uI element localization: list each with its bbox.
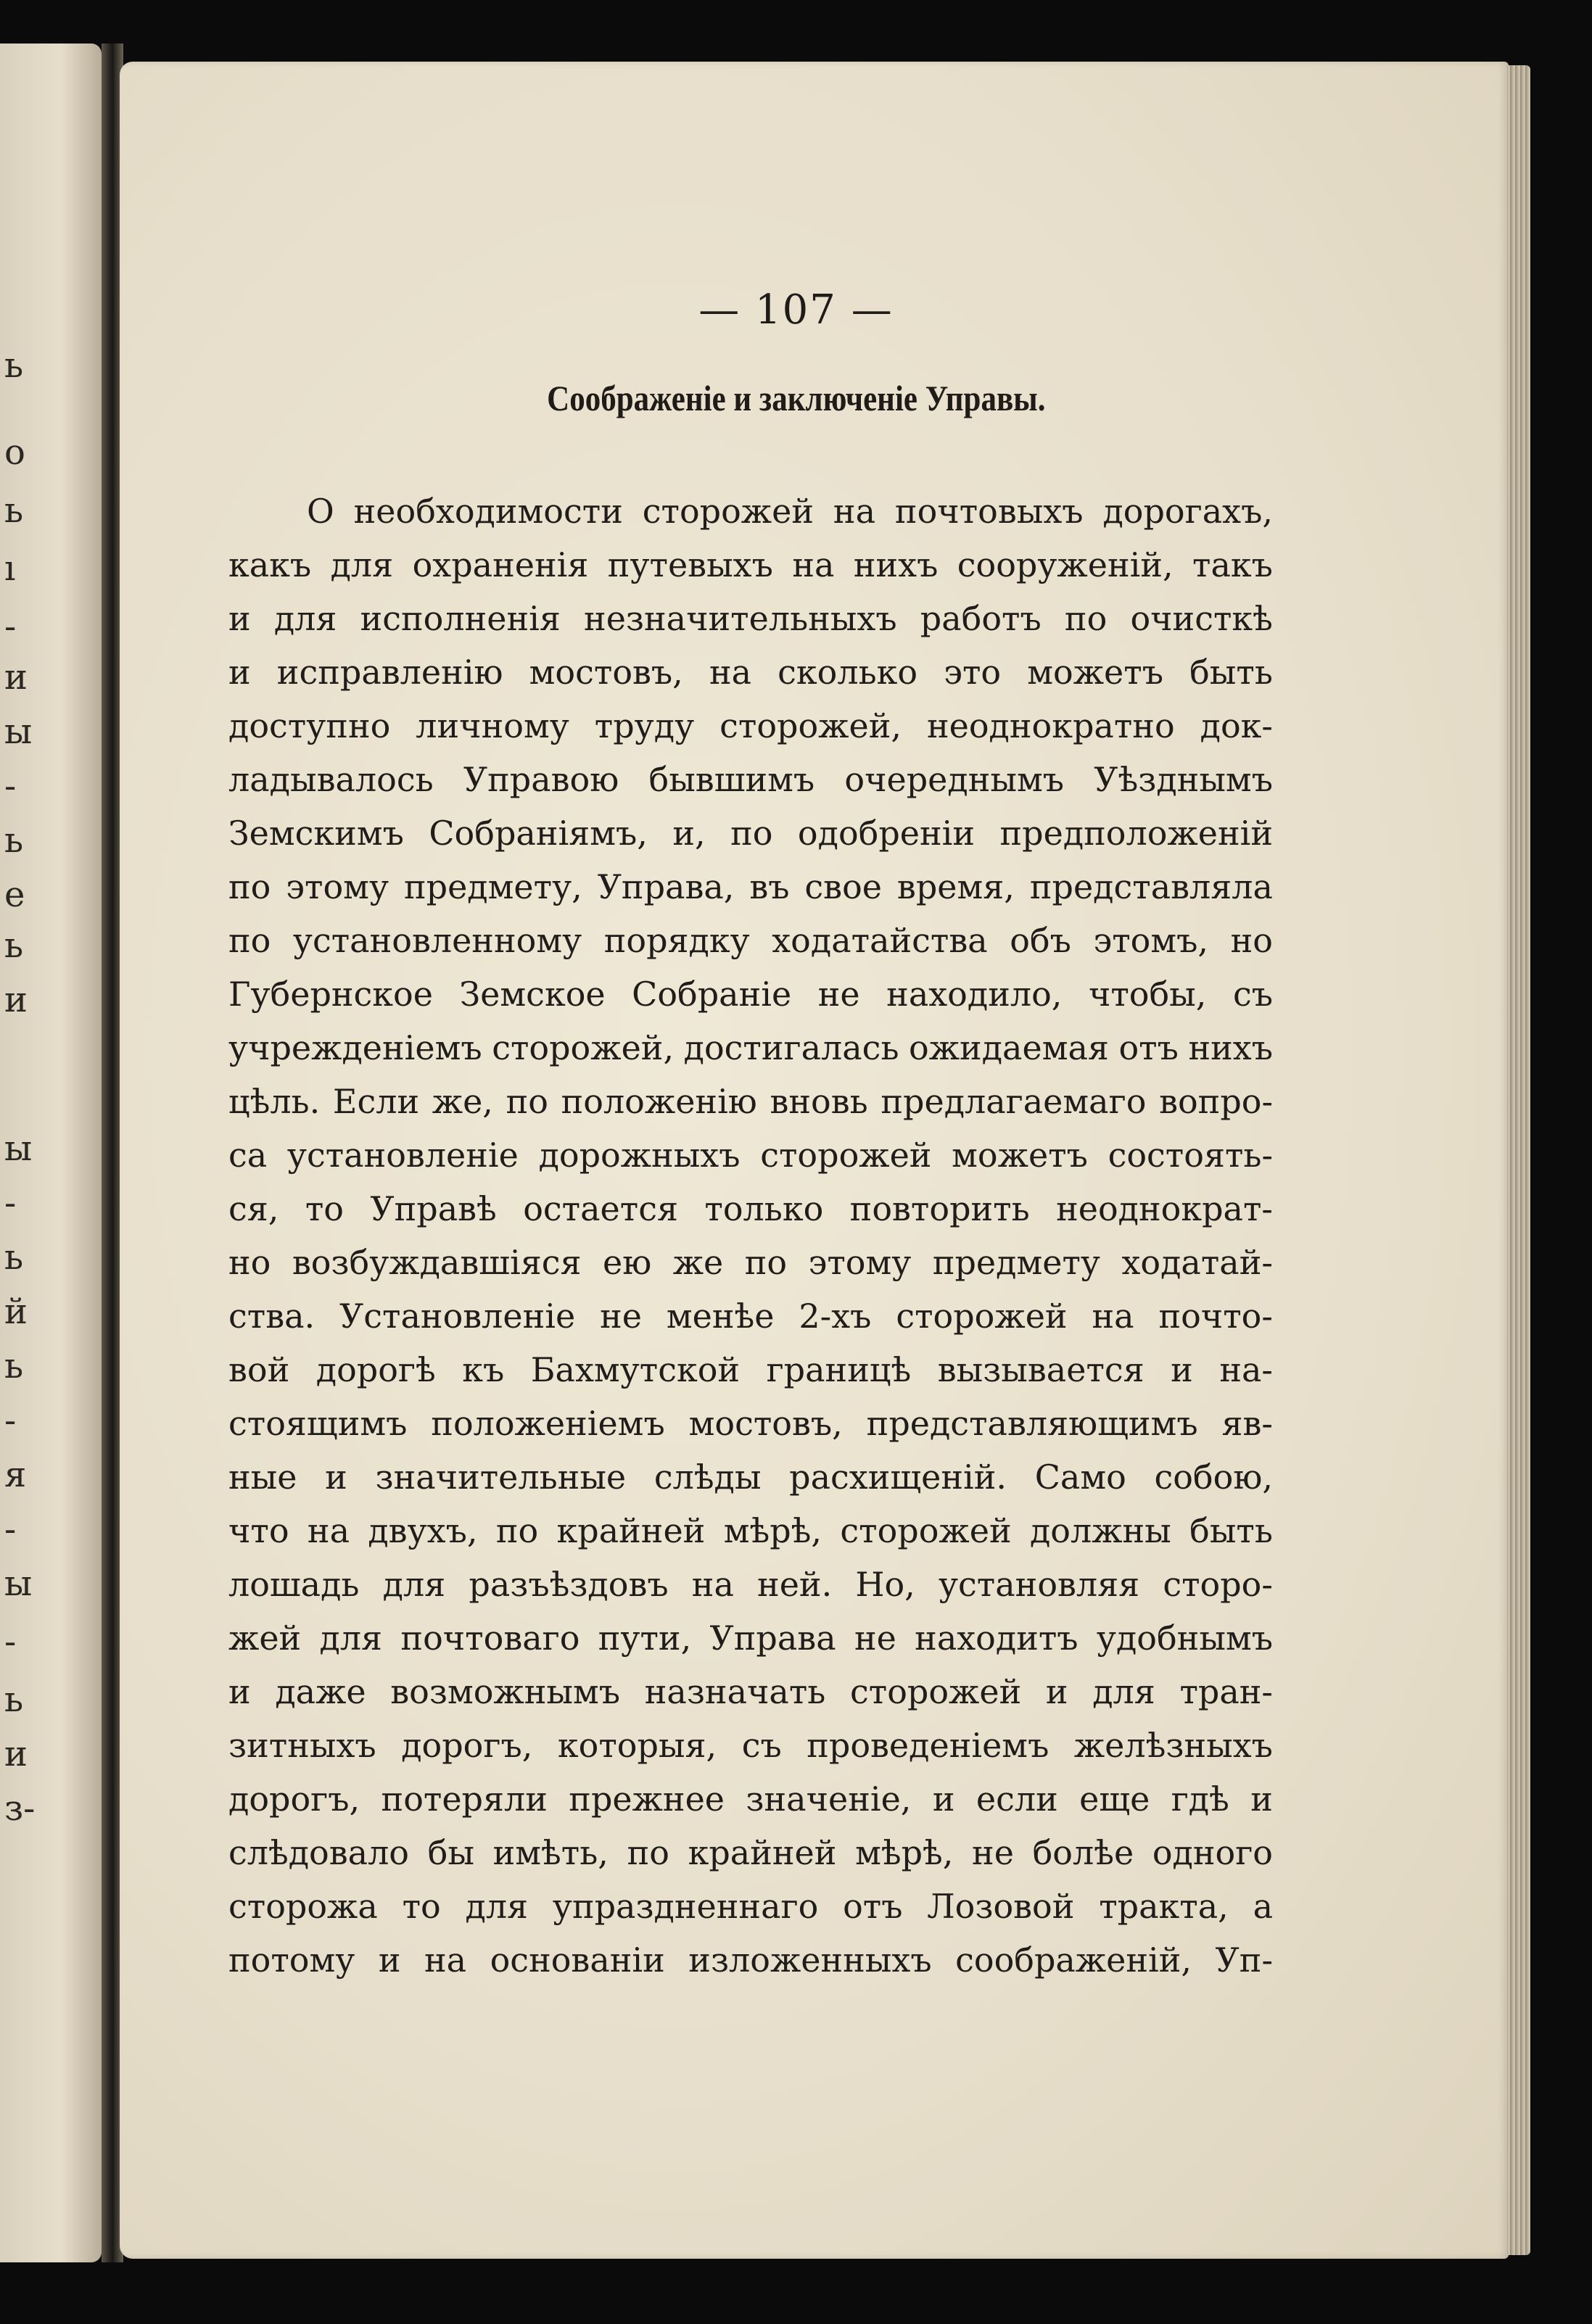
facing-page-char: ы — [4, 1563, 33, 1604]
section-heading: Соображеніе и заключеніе Управы. — [547, 378, 1046, 418]
text-line: ся, то Управѣ остается только повторить неоднократ- — [228, 1189, 1273, 1228]
facing-page-char: ь — [4, 925, 24, 966]
text-line: по установленному порядку ходатайства объ этомъ, но — [228, 921, 1273, 960]
facing-page-char: о — [4, 432, 25, 473]
facing-page-char: и — [4, 1734, 28, 1774]
text-line: дорогъ, потеряли прежнее значеніе, и если еще гдѣ и — [228, 1779, 1273, 1819]
facing-page-char: ь — [4, 1237, 24, 1278]
text-line: ства. Установленіе не менѣе 2-хъ сторожей на почто- — [228, 1297, 1273, 1336]
text-line: Губернское Земское Собраніе не находило, чтобы, съ — [228, 975, 1273, 1014]
text-line: ладывалось Управою бывшимъ очереднымъ Уѣзднымъ — [228, 760, 1273, 799]
facing-page-char: й — [4, 1291, 28, 1332]
text-line: и для исполненія незначительныхъ работъ по очисткѣ — [228, 599, 1273, 638]
text-line: какъ для охраненія путевыхъ на нихъ сооруженій, такъ — [228, 545, 1273, 584]
text-line: потому и на основаніи изложенныхъ соображеній, Уп- — [228, 1940, 1273, 1980]
facing-page-char: ь — [4, 820, 24, 861]
facing-page-char: - — [4, 1621, 17, 1662]
facing-page-char: е — [4, 874, 25, 915]
facing-page-char: з- — [4, 1788, 36, 1829]
text-line: и исправленію мостовъ, на сколько это можетъ быть — [228, 653, 1273, 692]
facing-page-char: ы — [4, 1128, 33, 1169]
facing-page-char: - — [4, 1183, 17, 1223]
facing-page-char: ь — [4, 345, 24, 386]
text-line: зитныхъ дорогъ, которыя, съ проведеніемъ желѣзныхъ — [228, 1726, 1273, 1765]
text-line: по этому предмету, Управа, въ свое время, представляла — [228, 867, 1273, 906]
facing-page-char: - — [4, 606, 17, 647]
text-line: доступно личному труду сторожей, неоднократно док- — [228, 706, 1273, 745]
text-line: Земскимъ Собраніямъ, и, по одобреніи предположеній — [228, 814, 1273, 853]
text-line: сторожа то для упраздненнаго отъ Лозовой тракта, а — [228, 1887, 1273, 1926]
page-number: — 107 — — [698, 286, 894, 334]
text-line: стоящимъ положеніемъ мостовъ, представляющимъ яв- — [228, 1404, 1273, 1443]
facing-page-edge — [0, 44, 102, 2262]
facing-page-char: - — [4, 766, 17, 806]
text-line: но возбуждавшіяся ею же по этому предмету ходатай- — [228, 1243, 1273, 1282]
facing-page-char: - — [4, 1509, 17, 1550]
text-line: цѣль. Если же, по положенію вновь предлагаемаго вопро- — [228, 1082, 1273, 1121]
text-line: слѣдовало бы имѣть, по крайней мѣрѣ, не болѣе одного — [228, 1833, 1273, 1872]
text-line: ные и значительные слѣды расхищеній. Само собою, — [228, 1457, 1273, 1497]
text-line: учрежденіемъ сторожей, достигалась ожидаемая отъ нихъ — [228, 1028, 1273, 1067]
facing-page-char: ь — [4, 1679, 24, 1720]
facing-page-char: ы — [4, 711, 33, 752]
text-line: лошадь для разъѣздовъ на ней. Но, установляя сторо- — [228, 1565, 1273, 1604]
facing-page-char: и — [4, 657, 28, 698]
facing-page-char: ь — [4, 490, 24, 531]
facing-page-char: - — [4, 1400, 17, 1441]
text-line: вой дорогѣ къ Бахмутской границѣ вызывается и на- — [228, 1350, 1273, 1389]
text-line: и даже возможнымъ назначать сторожей и для тран- — [228, 1672, 1273, 1711]
page-stack-edge — [1507, 65, 1530, 2255]
text-line: са установленіе дорожныхъ сторожей можетъ состоять- — [228, 1136, 1273, 1175]
body-text — [228, 484, 1273, 1987]
facing-page-char: я — [4, 1455, 27, 1495]
facing-page-char: ı — [4, 548, 16, 589]
text-line: О необходимости сторожей на почтовыхъ дорогахъ, — [307, 492, 1273, 531]
text-line: что на двухъ, по крайней мѣрѣ, сторожей должны быть — [228, 1511, 1273, 1550]
facing-page-char: ь — [4, 1346, 24, 1386]
facing-page-char: и — [4, 980, 28, 1020]
text-line: жей для почтоваго пути, Управа не находитъ удобнымъ — [228, 1618, 1273, 1658]
